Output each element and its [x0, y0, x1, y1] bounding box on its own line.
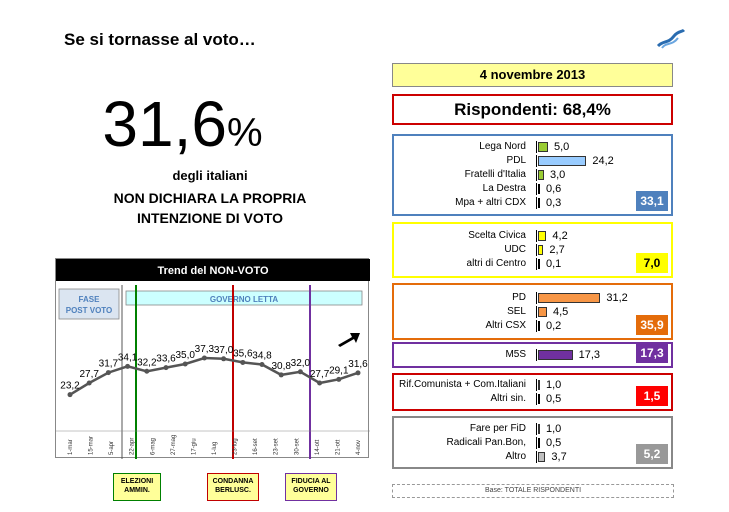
trend-point: [106, 370, 111, 375]
group-total: 17,3: [636, 343, 668, 363]
party-row: [394, 422, 671, 436]
trend-point: [336, 377, 341, 382]
party-bar: [538, 438, 540, 448]
trend-point: [279, 372, 284, 377]
party-group-0: [392, 134, 673, 216]
party-label: Altro: [505, 450, 526, 462]
logo-icon: [654, 28, 686, 50]
party-bar: [538, 307, 547, 317]
party-row: [394, 154, 671, 168]
survey-date: 4 novembre 2013: [392, 63, 673, 87]
event-fiducia-line2: GOVERNO: [293, 487, 329, 494]
party-value: 0,5: [546, 393, 562, 405]
party-label: Fratelli d'Italia: [464, 169, 526, 180]
party-value: 0,5: [546, 436, 562, 449]
trend-point: [183, 362, 188, 367]
data-label: 37,3: [194, 344, 215, 356]
axis-tick: [536, 349, 537, 361]
party-value: 31,2: [606, 291, 628, 304]
data-label: 27,7: [309, 368, 330, 380]
party-value: 1,0: [546, 379, 562, 391]
group-total: 35,9: [636, 315, 668, 335]
trend-point: [68, 392, 73, 397]
party-bar: [538, 184, 540, 194]
party-value: 5,0: [554, 141, 570, 153]
party-value: 0,1: [546, 258, 562, 270]
party-bar: [538, 424, 540, 434]
x-tick-label: 30-set: [294, 438, 301, 455]
party-bar: [538, 245, 543, 255]
party-label: SEL: [507, 305, 526, 317]
group-total: 5,2: [636, 444, 668, 464]
party-row: [394, 243, 671, 257]
phase-letta-label: GOVERNO LETTA: [209, 295, 279, 304]
x-tick-label: 21-ott: [335, 439, 342, 455]
trend-point: [164, 365, 169, 370]
party-value: 2,7: [549, 244, 565, 256]
event-condanna-line1: CONDANNA: [212, 478, 254, 485]
party-label: Scelta Civica: [468, 230, 526, 241]
party-label: Rif.Comunista + Com.Italiani: [399, 379, 526, 390]
axis-tick: [536, 451, 537, 463]
axis-tick: [536, 230, 537, 242]
trend-point: [298, 369, 303, 374]
party-row: [394, 168, 671, 182]
x-tick-label: 22-apr: [129, 437, 136, 455]
phase-fase-label-2: POST VOTO: [65, 306, 113, 315]
party-group-2: [392, 283, 673, 340]
axis-tick: [536, 437, 537, 449]
party-bar: [538, 142, 548, 152]
party-label: altri di Centro: [466, 258, 526, 269]
event-elezioni-line2: AMMIN.: [124, 487, 150, 494]
event-elezioni-line1: ELEZIONI: [120, 478, 154, 485]
data-label: 27,7: [79, 368, 99, 380]
x-tick-label: 6-mag: [150, 437, 157, 455]
party-value: 0,2: [546, 319, 562, 332]
group-total: 33,1: [636, 191, 668, 211]
data-label: 31,6: [348, 358, 368, 370]
party-bar: [538, 380, 540, 390]
trend-point: [240, 360, 245, 365]
event-condanna-line2: BERLUSC.: [215, 487, 251, 494]
party-bar: [538, 156, 586, 166]
trend-point: [202, 356, 207, 361]
event-elezioni-ammin: [113, 473, 161, 501]
axis-tick: [536, 393, 537, 405]
trend-point: [221, 356, 226, 361]
x-tick-label: 23-set: [273, 438, 280, 455]
data-label: 37,0: [213, 344, 234, 356]
trend-point: [144, 369, 149, 374]
axis-tick: [536, 183, 537, 195]
axis-tick: [536, 423, 537, 435]
chart-title: Trend del NON-VOTO: [157, 265, 269, 277]
x-tick-label: 1-mar: [68, 439, 74, 455]
party-value: 1,0: [546, 422, 562, 435]
party-label: Mpa + altri CDX: [455, 197, 526, 208]
axis-tick: [536, 292, 537, 304]
trend-chart: [55, 258, 369, 458]
party-label: Altri sin.: [490, 393, 526, 404]
axis-tick: [536, 244, 537, 256]
party-value: 3,0: [550, 169, 566, 181]
footnote: Base: TOTALE RISPONDENTI: [392, 484, 674, 498]
party-row: [394, 450, 671, 464]
party-bar: [538, 394, 540, 404]
party-value: 0,3: [546, 197, 562, 209]
party-label: La Destra: [482, 183, 526, 194]
event-fiducia-governo: [285, 473, 337, 501]
party-row: [394, 196, 671, 210]
axis-tick: [536, 258, 537, 270]
data-label: 33,6: [156, 353, 176, 365]
party-label: Lega Nord: [479, 141, 526, 152]
data-label: 35,6: [233, 348, 253, 360]
party-group-3: [392, 342, 673, 368]
party-value: 3,7: [551, 450, 567, 463]
trend-point: [317, 380, 322, 385]
party-group-1: [392, 222, 673, 278]
x-tick-label: 23-lug: [232, 438, 239, 455]
party-label: Fare per FiD: [469, 422, 526, 434]
party-label: PD: [512, 291, 526, 303]
party-value: 4,5: [553, 305, 569, 318]
trend-point: [125, 364, 130, 369]
x-tick-label: 1-lug: [212, 441, 218, 455]
party-label: M5S: [505, 349, 526, 360]
party-row: [394, 182, 671, 196]
x-tick-label: 17-giu: [191, 438, 198, 455]
party-group-5: [392, 416, 673, 469]
subtitle-line-1: degli italiani: [172, 168, 248, 183]
axis-tick: [536, 379, 537, 391]
axis-tick: [536, 169, 537, 181]
x-tick-label: 27-mag: [170, 434, 177, 455]
x-tick-label: 5-apr: [109, 440, 116, 455]
party-row: [394, 348, 671, 362]
party-row: [394, 257, 671, 271]
party-bar: [538, 321, 540, 331]
data-label: 31,7: [98, 358, 119, 370]
axis-tick: [536, 197, 537, 209]
respondents-box: Rispondenti: 68,4%: [392, 94, 673, 125]
event-fiducia-line1: FIDUCIA AL: [291, 478, 331, 485]
event-condanna-berlusc: [207, 473, 259, 501]
group-total: 7,0: [636, 253, 668, 273]
x-tick-label: 16-set: [253, 438, 260, 455]
headline-percentage: [0, 88, 365, 169]
axis-tick: [536, 141, 537, 153]
party-value: 24,2: [592, 155, 614, 167]
subtitle-line-3: INTENZIONE DI VOTO: [137, 210, 283, 226]
party-bar: [538, 350, 573, 360]
party-value: 4,2: [552, 230, 568, 242]
page-title: Se si tornasse al voto…: [64, 30, 256, 49]
party-bar: [538, 231, 546, 241]
party-label: Radicali Pan.Bon,: [446, 436, 526, 448]
x-tick-label: 14-ott: [314, 439, 321, 455]
party-row: [394, 319, 671, 333]
party-bar: [538, 293, 600, 303]
trend-chart-svg: [56, 259, 370, 459]
subtitle-line-2: NON DICHIARA LA PROPRIA: [113, 190, 307, 206]
party-row: [394, 291, 671, 305]
party-value: 17,3: [578, 349, 601, 361]
trend-point: [356, 370, 361, 375]
data-label: 34,8: [252, 350, 272, 362]
x-tick-label: 4-nov: [356, 439, 362, 455]
data-label: 29,1: [329, 365, 349, 377]
party-row: [394, 229, 671, 243]
party-row: [394, 140, 671, 154]
group-total: 1,5: [636, 386, 668, 406]
party-group-4: [392, 373, 673, 411]
phase-fase-label-1: FASE: [78, 295, 100, 304]
big-unit: %: [226, 111, 263, 155]
trend-point: [260, 362, 265, 367]
trend-arrow-icon: [338, 333, 360, 347]
big-value: 31,6: [102, 88, 227, 160]
party-value: 0,6: [546, 183, 562, 195]
axis-tick: [536, 155, 537, 167]
x-tick-label: 15-mar: [88, 435, 95, 455]
party-label: UDC: [504, 244, 526, 255]
axis-tick: [536, 306, 537, 318]
party-label: PDL: [506, 155, 526, 166]
party-row: [394, 378, 671, 392]
party-bar: [538, 170, 544, 180]
data-label: 34,1: [117, 352, 138, 364]
party-row: [394, 305, 671, 319]
party-row: [394, 436, 671, 450]
party-bar: [538, 198, 540, 208]
data-label: 32,0: [290, 357, 311, 369]
axis-tick: [536, 320, 537, 332]
party-bar: [538, 452, 545, 462]
data-label: 30,8: [271, 360, 291, 372]
data-label: 23,2: [60, 380, 80, 392]
trend-point: [87, 380, 92, 385]
party-row: [394, 392, 671, 406]
party-label: Altri CSX: [485, 319, 526, 331]
party-bar: [538, 259, 540, 269]
data-label: 32,2: [137, 357, 157, 369]
data-label: 35,0: [175, 350, 195, 361]
